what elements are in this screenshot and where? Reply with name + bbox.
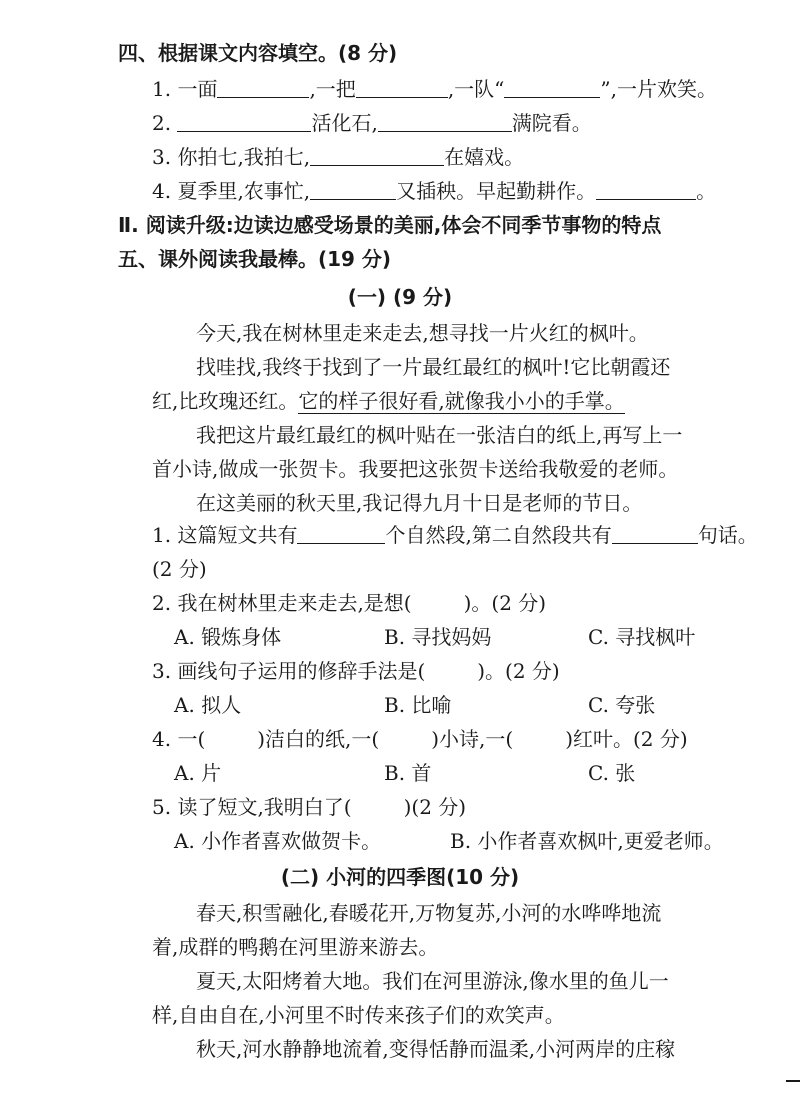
reading-question-4: 4. 一( )洁白的纸,一( )小诗,一( )红叶。(2 分) [152,727,688,751]
question-5-option-b[interactable]: B. 小作者喜欢枫叶,更爱老师。 [450,829,724,853]
passage1-paragraph-3-line-1: 我把这片最红最红的枫叶贴在一张洁白的纸上,再写上一 [196,423,683,447]
passage2-paragraph-2-line-2: 样,自由自在,小河里不时传来孩子们的欢笑声。 [152,1003,565,1027]
answer-blank[interactable] [310,143,444,166]
answer-blank[interactable] [612,521,698,544]
answer-blank[interactable] [177,109,311,132]
section4-heading: 四、根据课文内容填空。(8 分) [118,41,398,65]
answer-blank[interactable] [356,75,448,98]
question-3-option-a[interactable]: A. 拟人 [174,693,242,717]
reading-question-5: 5. 读了短文,我明白了( )(2 分) [152,795,467,819]
question-4-option-a[interactable]: A. 片 [174,761,222,785]
answer-blank[interactable] [297,521,385,544]
answer-blank[interactable] [378,109,512,132]
passage2-paragraph-2-line-1: 夏天,太阳烤着大地。我们在河里游泳,像水里的鱼儿一 [196,969,669,993]
answer-blank[interactable] [504,75,600,98]
page-edge-mark [786,1080,800,1082]
fill-question-3: 3. 你拍七,我拍七, 在嬉戏。 [152,145,525,169]
passage1-paragraph-2-line-2: 红,比玫瑰还红。它的样子很好看,就像我小小的手掌。 [152,389,625,413]
answer-blank[interactable] [217,75,309,98]
passage1-paragraph-2-line-1: 找哇找,我终于找到了一片最红最红的枫叶!它比朝霞还 [196,355,671,379]
passage2-paragraph-3-line-1: 秋天,河水静静地流着,变得恬静而温柔,小河两岸的庄稼 [196,1037,676,1061]
reading-question-2: 2. 我在树林里走来走去,是想( )。(2 分) [152,591,547,615]
underlined-sentence: 它的样子很好看,就像我小小的手掌。 [298,389,625,413]
passage2-title: (二) 小河的四季图(10 分) [280,865,520,889]
question-3-option-b[interactable]: B. 比喻 [384,693,452,717]
part2-heading: Ⅱ. 阅读升级:边读边感受场景的美丽,体会不同季节事物的特点 [118,213,662,237]
passage2-paragraph-1-line-1: 春天,积雪融化,春暖花开,万物复苏,小河的水哗哗地流 [196,901,662,925]
fill-question-4: 4. 夏季里,农事忙, 又插秧。早起勤耕作。 。 [152,179,717,203]
question-4-option-b[interactable]: B. 首 [384,761,432,785]
question-2-option-a[interactable]: A. 锻炼身体 [174,625,282,649]
passage1-title: (一) (9 分) [347,285,453,309]
fill-question-2: 2. 活化石, 满院看。 [152,111,592,135]
question-2-option-c[interactable]: C. 寻找枫叶 [588,625,696,649]
question-5-option-a[interactable]: A. 小作者喜欢做贺卡。 [174,829,382,853]
answer-blank[interactable] [596,177,696,200]
reading-question-1-score: (2 分) [152,557,207,581]
passage1-paragraph-4: 在这美丽的秋天里,我记得九月十日是老师的节日。 [196,491,643,515]
passage1-paragraph-3-line-2: 首小诗,做成一张贺卡。我要把这张贺卡送给我敬爱的老师。 [152,457,679,481]
passage2-paragraph-1-line-2: 着,成群的鸭鹅在河里游来游去。 [152,935,439,959]
reading-question-3: 3. 画线句子运用的修辞手法是( )。(2 分) [152,659,560,683]
answer-blank[interactable] [310,177,396,200]
question-2-option-b[interactable]: B. 寻找妈妈 [384,625,492,649]
passage1-paragraph-1: 今天,我在树林里走来走去,想寻找一片火红的枫叶。 [196,321,649,345]
section5-heading: 五、课外阅读我最棒。(19 分) [118,247,392,271]
reading-question-1: 1. 这篇短文共有 个自然段,第二自然段共有 句话。 [152,523,758,547]
question-4-option-c[interactable]: C. 张 [588,761,636,785]
fill-question-1: 1. 一面 ,一把 ,一队“ ”,一片欢笑。 [152,77,717,101]
question-3-option-c[interactable]: C. 夸张 [588,693,656,717]
